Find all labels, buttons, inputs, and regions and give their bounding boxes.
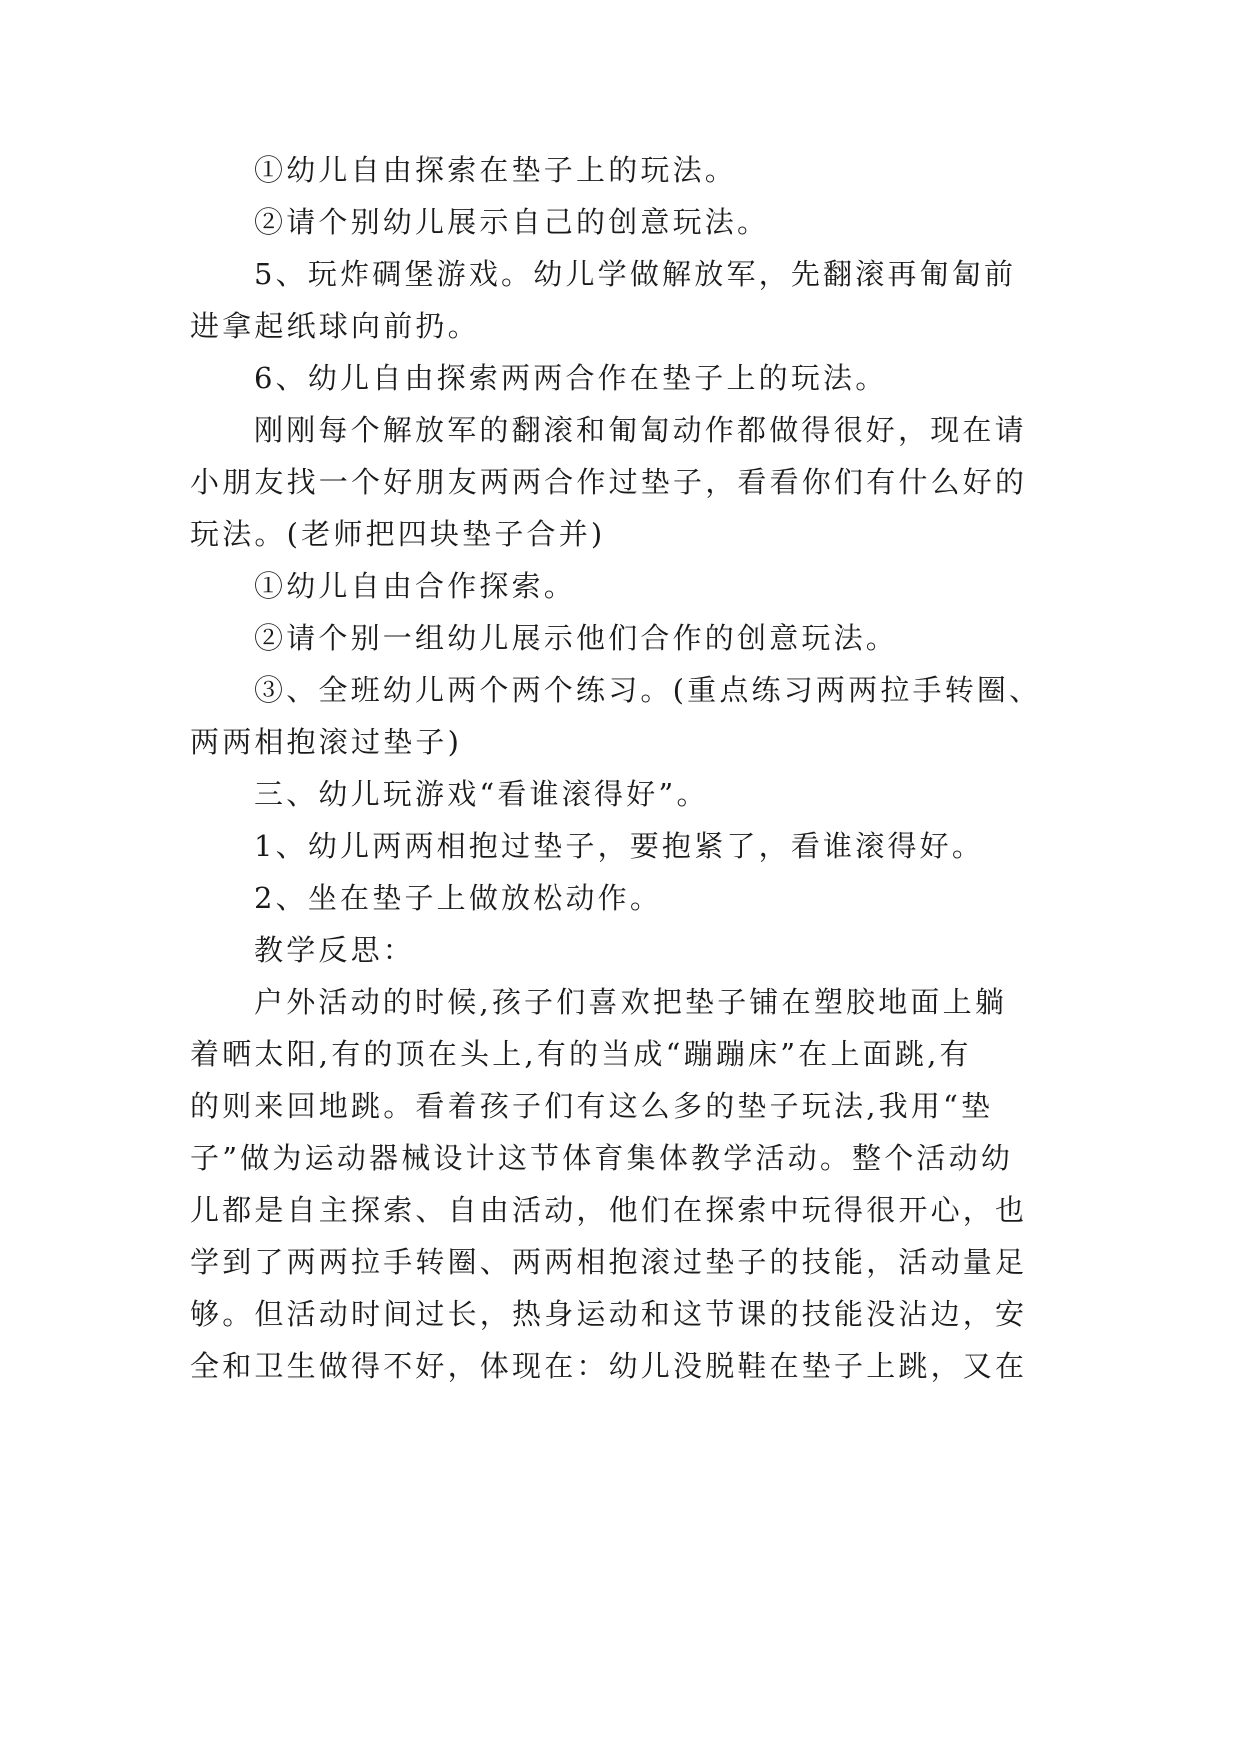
paragraph-line-2: ②请个别幼儿展示自己的创意玩法。 — [254, 205, 770, 239]
paragraph-line-9: ①幼儿自由合作探索。 — [254, 569, 577, 603]
paragraph-line-13: 三、幼儿玩游戏“看谁滚得好”。 — [254, 777, 709, 811]
paragraph-line-12: 两两相抱滚过垫子) — [190, 725, 463, 759]
document-page — [190, 150, 1060, 1630]
paragraph-line-1: ①幼儿自由探索在垫子上的玩法。 — [254, 153, 738, 187]
paragraph-line-24: 全和卫生做得不好，体现在：幼儿没脱鞋在垫子上跳，又在 — [190, 1349, 1028, 1383]
paragraph-line-14: 1、幼儿两两相抱过垫子，要抱紧了，看谁滚得好。 — [254, 829, 985, 863]
paragraph-line-3: 5、玩炸碉堡游戏。幼儿学做解放军，先翻滚再匍匐前 — [254, 257, 1017, 291]
paragraph-line-5: 6、幼儿自由探索两两合作在垫子上的玩法。 — [254, 361, 888, 395]
paragraph-line-8: 玩法。(老师把四块垫子合并) — [190, 517, 606, 551]
paragraph-line-22: 学到了两两拉手转圈、两两相抱滚过垫子的技能，活动量足 — [190, 1245, 1028, 1279]
paragraph-line-17: 户外活动的时候,孩子们喜欢把垫子铺在塑胶地面上躺 — [254, 985, 1008, 1019]
paragraph-line-19: 的则来回地跳。看着孩子们有这么多的垫子玩法,我用“垫 — [190, 1089, 994, 1123]
paragraph-line-6: 刚刚每个解放军的翻滚和匍匐动作都做得很好，现在请 — [254, 413, 1027, 447]
paragraph-line-11: ③、全班幼儿两个两个练习。(重点练习两两拉手转圈、 — [254, 673, 1042, 707]
paragraph-line-4: 进拿起纸球向前扔。 — [190, 309, 480, 343]
paragraph-line-21: 儿都是自主探索、自由活动，他们在探索中玩得很开心，也 — [190, 1193, 1028, 1227]
paragraph-line-10: ②请个别一组幼儿展示他们合作的创意玩法。 — [254, 621, 899, 655]
paragraph-line-18: 着晒太阳,有的顶在头上,有的当成“蹦蹦床”在上面跳,有 — [190, 1037, 972, 1071]
paragraph-line-7: 小朋友找一个好朋友两两合作过垫子，看看你们有什么好的 — [190, 465, 1028, 499]
paragraph-line-20: 子”做为运动器械设计这节体育集体教学活动。整个活动幼 — [190, 1141, 1014, 1175]
section-heading-reflection: 教学反思： — [254, 933, 416, 967]
paragraph-line-15: 2、坐在垫子上做放松动作。 — [254, 881, 663, 915]
paragraph-line-23: 够。但活动时间过长，热身运动和这节课的技能没沾边，安 — [190, 1297, 1028, 1331]
